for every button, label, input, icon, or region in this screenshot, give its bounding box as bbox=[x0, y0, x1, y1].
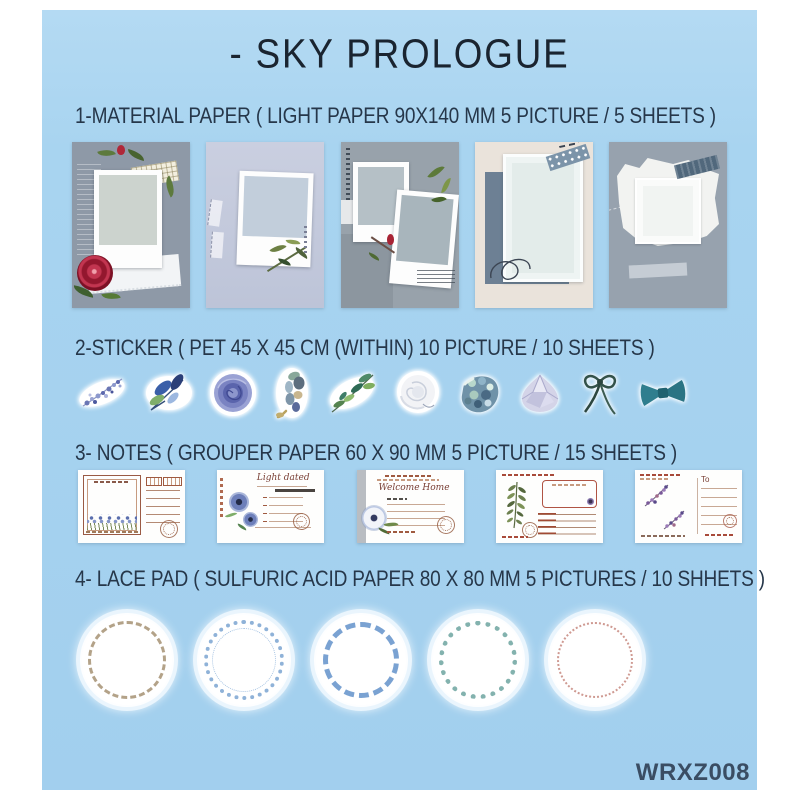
footer-marks bbox=[502, 536, 528, 538]
tape-scrap bbox=[210, 232, 224, 259]
script-header-marks bbox=[502, 474, 554, 476]
leaf-icon bbox=[97, 147, 116, 160]
white-band bbox=[341, 200, 353, 224]
sticker-row bbox=[75, 362, 689, 424]
tape-scrap bbox=[207, 199, 223, 226]
red-rose-icon bbox=[77, 255, 113, 291]
teal-bow-tie-sticker bbox=[637, 376, 689, 410]
lace-inner-ring bbox=[212, 628, 276, 692]
micro-text-marks bbox=[304, 226, 307, 254]
frame-inner bbox=[643, 186, 693, 236]
blue-leaves-sticker bbox=[143, 368, 195, 418]
header-marks bbox=[377, 479, 439, 481]
header-marks bbox=[640, 478, 668, 480]
to-label: To bbox=[701, 475, 710, 484]
anemone-flower-icon bbox=[243, 512, 258, 527]
lace-border-ring bbox=[323, 622, 399, 698]
material-paper-sample-1 bbox=[72, 142, 190, 308]
header-marks bbox=[385, 475, 431, 477]
lavender-sprig-sticker bbox=[75, 370, 129, 416]
teal-dot-lace-pad bbox=[431, 613, 525, 707]
anemone-flower-icon bbox=[229, 492, 249, 512]
string-curl-icon bbox=[487, 252, 533, 286]
polaroid-frame bbox=[94, 170, 162, 268]
lace-border-ring bbox=[557, 622, 633, 698]
leaf-icon bbox=[427, 162, 444, 181]
note-sample-1 bbox=[78, 470, 185, 543]
leaf-icon bbox=[441, 177, 451, 194]
note-sample-5 bbox=[635, 470, 742, 543]
gray-edge bbox=[357, 470, 366, 543]
material-paper-sample-4 bbox=[475, 142, 593, 308]
note-script-title: Light dated bbox=[256, 473, 310, 483]
photo-area bbox=[243, 176, 309, 238]
green-ribbon-bow-sticker bbox=[577, 366, 623, 420]
side-text-marks bbox=[220, 478, 223, 518]
daisy-flower-icon bbox=[362, 506, 386, 530]
white-rose-sticker bbox=[393, 370, 443, 416]
blue-panel bbox=[42, 10, 765, 790]
section-heading-sticker: 2-STICKER ( PET 45 X 45 CM (WITHIN) 10 PICTURE / 10 SHEETS ) bbox=[75, 335, 655, 361]
material-paper-row bbox=[72, 142, 727, 308]
micro-text-marks bbox=[417, 270, 455, 285]
blue-snowflake-lace-pad bbox=[197, 613, 291, 707]
red-outline-box bbox=[542, 480, 597, 508]
square-frame bbox=[635, 178, 701, 244]
signature-marks bbox=[387, 531, 415, 533]
no-label-marks bbox=[387, 498, 407, 500]
blue-rose-sticker bbox=[208, 368, 258, 418]
light-washi-tape bbox=[629, 262, 688, 278]
note-sample-3 bbox=[357, 470, 464, 543]
photo-area bbox=[99, 175, 157, 245]
lace-border-ring bbox=[439, 621, 517, 699]
lace-border-ring bbox=[88, 621, 166, 699]
field-labels bbox=[263, 497, 267, 522]
product-code: WRXZ008 bbox=[635, 759, 750, 786]
header-marks bbox=[640, 474, 680, 476]
form-labels bbox=[538, 513, 556, 537]
box-text-marks bbox=[552, 484, 588, 486]
note-script-title: Welcome Home bbox=[378, 483, 450, 493]
section-heading-material-paper: 1-MATERIAL PAPER ( LIGHT PAPER 90X140 MM 5 PICTURE / 5 SHEETS ) bbox=[75, 103, 716, 129]
blue-diamond-lace-pad bbox=[314, 613, 408, 707]
checkbox-row bbox=[146, 477, 162, 486]
notes-row bbox=[78, 470, 742, 543]
material-paper-sample-2 bbox=[206, 142, 324, 308]
postmark-stamp-icon bbox=[292, 511, 312, 531]
section-heading-notes: 3- NOTES ( GROUPER PAPER 60 X 90 MM 5 PICTURE / 15 SHEETS ) bbox=[75, 440, 678, 466]
grass-marks bbox=[87, 523, 137, 530]
note-sample-4 bbox=[496, 470, 603, 543]
crystal-gem-sticker bbox=[516, 372, 564, 414]
checkbox-row bbox=[163, 477, 182, 486]
leaf-icon bbox=[126, 149, 145, 161]
caption-marks bbox=[86, 531, 138, 533]
vertical-divider bbox=[697, 478, 698, 534]
material-paper-sample-5 bbox=[609, 142, 727, 308]
ruled-lines bbox=[146, 490, 180, 524]
abalone-shell-sticker bbox=[456, 371, 502, 415]
small-flower-icon bbox=[587, 498, 594, 505]
dark-rule bbox=[275, 489, 315, 492]
underline bbox=[257, 486, 307, 487]
vertical-text-marks bbox=[346, 148, 350, 200]
section-heading-lace-pad: 4- LACE PAD ( SULFURIC ACID PAPER 80 X 80 MM 5 PICTURES / 10 SHHETS ) bbox=[75, 566, 765, 592]
rosebud-icon bbox=[117, 145, 125, 155]
footer-marks bbox=[641, 535, 685, 537]
photo-area bbox=[396, 195, 454, 265]
material-paper-sample-3 bbox=[341, 142, 459, 308]
lavender-sprig-icon bbox=[661, 508, 687, 532]
leaf-icon bbox=[225, 510, 237, 519]
script-title-marks bbox=[94, 481, 128, 483]
red-dot-lace-pad bbox=[548, 613, 642, 707]
lavender-sprig-icon bbox=[641, 482, 671, 510]
footer-marks bbox=[705, 534, 733, 536]
green-leaf-branch-sticker bbox=[325, 368, 379, 418]
lace-pad-row bbox=[80, 613, 642, 707]
beige-floral-lace-pad bbox=[80, 613, 174, 707]
rosebud-icon bbox=[387, 234, 394, 245]
page-title: - SKY PROLOGUE bbox=[229, 32, 570, 77]
pebbles-and-leaves-sticker bbox=[272, 365, 312, 421]
note-sample-2 bbox=[217, 470, 324, 543]
